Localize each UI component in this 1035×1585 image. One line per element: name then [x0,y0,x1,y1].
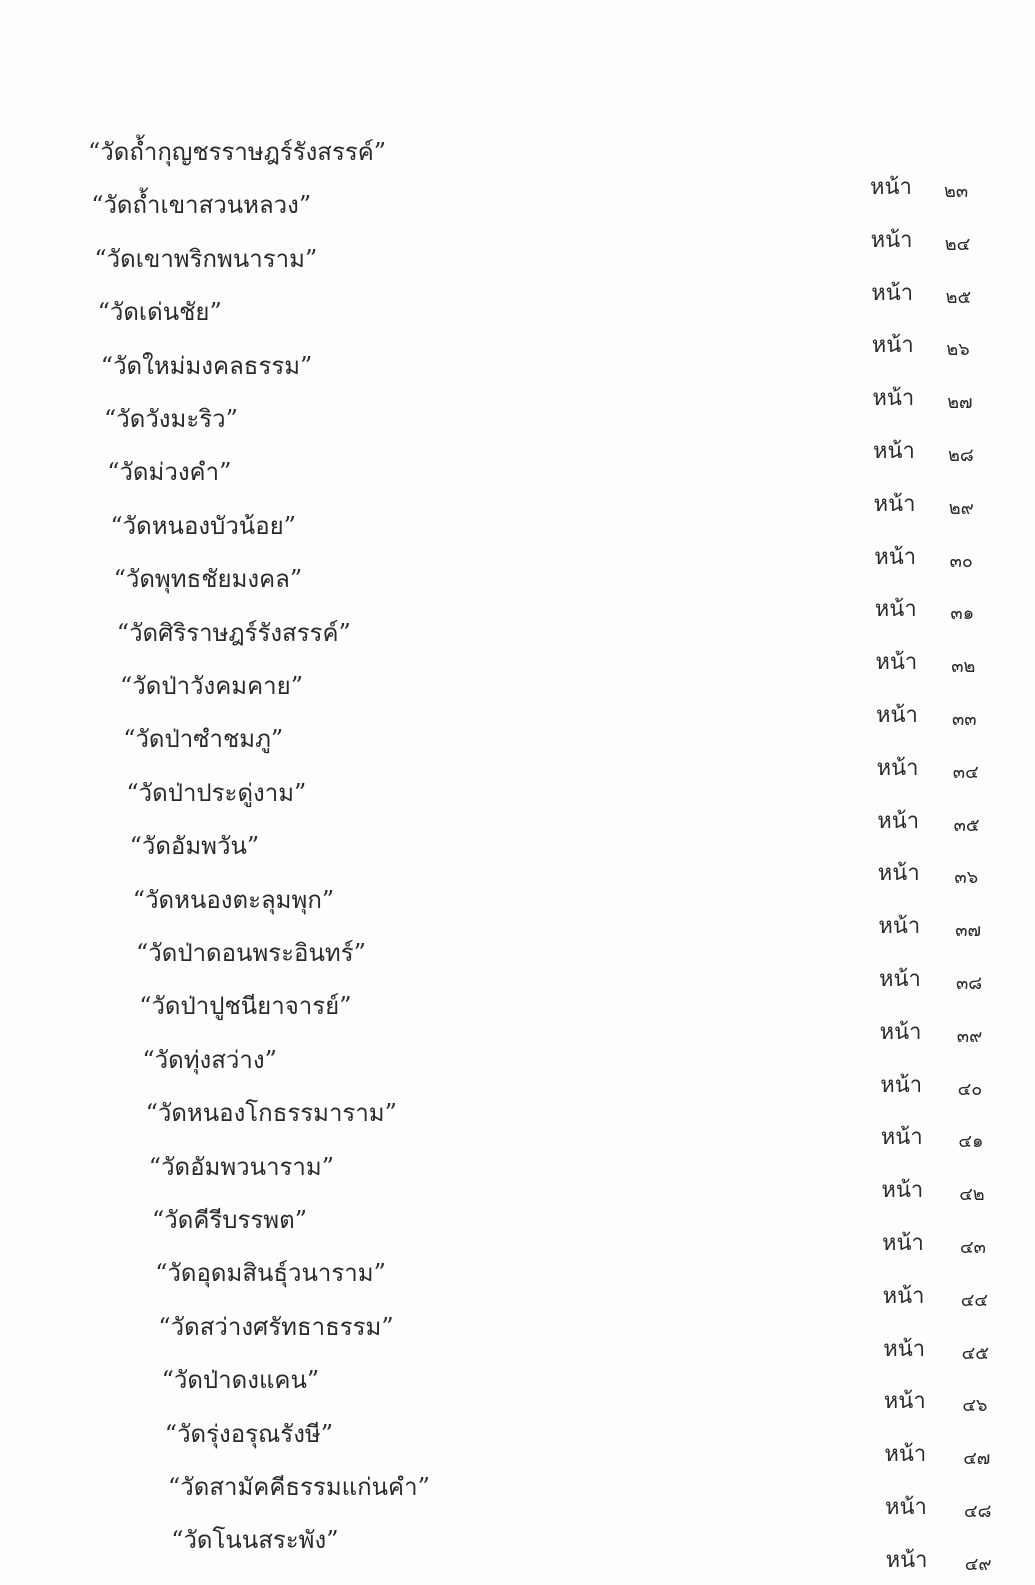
entry-title: “วัดคีรีบรรพต” [152,1206,307,1234]
page-label: หน้า [870,227,913,253]
page-label: หน้า [876,755,919,781]
entry-title: “วัดป่าดงแคน” [161,1366,320,1395]
page-label: หน้า [884,1442,927,1468]
page-label: หน้า [870,175,912,200]
entry-title: “วัดถ้ำกุญชรราษฎร์รังสรรค์” [88,138,387,166]
page-label: หน้า [885,1495,927,1520]
page-number: ๔๕ [961,1342,989,1364]
page-label: หน้า [885,1547,928,1573]
page-label: หน้า [882,1231,924,1256]
entry-title: “วัดป่าดอนพระอินทร์” [136,939,366,967]
page-label: หน้า [880,1125,923,1151]
entry-title: “วัดวังมะริว” [104,405,238,433]
entry-title: “วัดโนนสระพัง” [171,1526,339,1555]
page-label: หน้า [873,491,916,517]
page-number: ๔๙ [964,1553,992,1575]
entry-title: “วัดป่าซำชมภู” [123,725,284,754]
entry-title: “วัดสว่างศรัทธาธรรม” [158,1312,394,1341]
page-label: หน้า [883,1336,926,1362]
page-label: หน้า [871,280,914,306]
page-number: ๓๘ [956,973,983,994]
entry-title: “วัดป่าวังคมคาย” [120,672,303,700]
page-number: ๒๖ [946,339,970,361]
page-number: ๒๓ [944,181,969,202]
page-number: ๒๗ [947,392,973,414]
page-label: หน้า [875,650,918,676]
page-number: ๔๔ [960,1289,989,1311]
entry-title: “วัดหนองบัวน้อย” [110,511,296,540]
entry-title: “วัดเด่นชัย” [97,298,222,327]
entry-title: “วัดสามัคคีธรรมแก่นคำ” [168,1473,430,1501]
page-label: หน้า [880,1072,923,1098]
page-label: หน้า [871,333,914,359]
entry-title: “วัดหนองตะลุมพุก” [132,885,335,914]
page-label: หน้า [874,597,917,623]
page-label: หน้า [876,703,918,728]
page-number: ๒๘ [948,445,974,466]
page-number: ๓๗ [955,920,982,942]
entry-title: “วัดอัมพวัน” [129,832,260,861]
page-label: หน้า [877,808,920,834]
entry-title: “วัดม่วงคำ” [107,458,232,487]
page-number: ๔๓ [960,1237,986,1258]
page-label: หน้า [878,914,921,940]
page-number: ๓๖ [954,867,979,889]
page-label: หน้า [883,1389,926,1415]
page-label: หน้า [881,1178,924,1204]
page-label: หน้า [879,967,921,992]
entry-title: “วัดทุ่งสว่าง” [142,1045,277,1074]
entry-title: “วัดใหม่มงคลธรรม” [100,351,313,380]
entry-title: “วัดอัมพวนาราม” [148,1152,334,1181]
page-number: ๔๒ [959,1184,985,1206]
page-number: ๓๐ [949,550,973,572]
entry-title: “วัดอุดมสินธุ์วนาราม” [155,1259,386,1288]
page-number: ๓๔ [952,761,979,783]
page-label: หน้า [877,861,920,887]
entry-title: “วัดป่าประดู่งาม” [126,778,307,807]
page-number: ๒๔ [944,233,971,255]
page-number: ๔๐ [957,1078,983,1100]
page-number: ๓๑ [950,603,975,625]
page-number: ๔๘ [964,1501,992,1522]
entry-title: “วัดป่าปูชนียาจารย์” [139,992,352,1021]
page-label: หน้า [874,544,917,570]
page-number: ๓๓ [952,709,977,730]
page-label: หน้า [873,439,915,464]
page-number: ๔๑ [958,1131,984,1153]
page-number: ๔๗ [963,1448,991,1470]
page-number: ๓๕ [953,814,980,836]
page-number: ๓๒ [951,656,976,678]
entry-title: “วัดศิริราษฎร์รังสรรค์” [116,618,351,647]
entry-title: “วัดถ้ำเขาสวนหลวง” [91,191,312,220]
entry-title: “วัดพุทธชัยมงคล” [113,565,303,594]
page-number: ๒๙ [948,497,974,519]
entry-title: “วัดรุ่งอรุณรังษี” [164,1419,334,1448]
page-label: หน้า [872,386,915,412]
entry-title: “วัดหนองโกธรรมาราม” [145,1099,397,1128]
page-label: หน้า [879,1019,922,1045]
page-number: ๔๖ [962,1395,988,1417]
page-number: ๒๕ [945,286,972,308]
page-number: ๓๙ [956,1025,983,1047]
page-label: หน้า [882,1283,925,1309]
entry-title: “วัดเขาพริกพนาราม” [94,244,318,273]
